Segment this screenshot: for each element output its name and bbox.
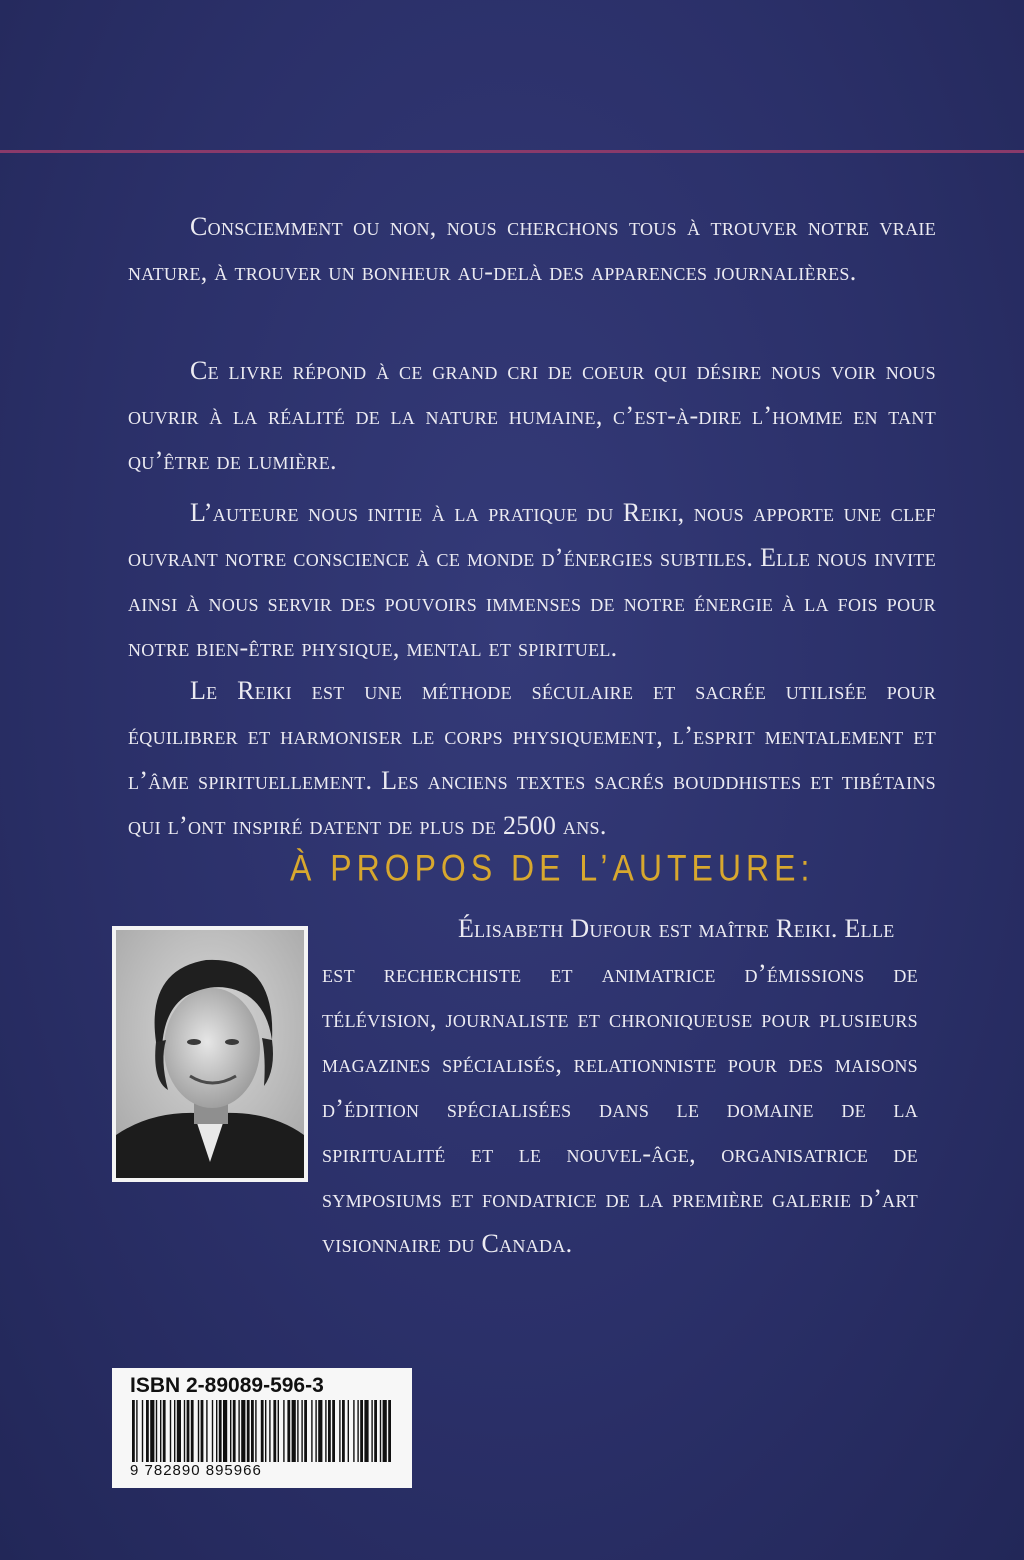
author-heading: À PROPOS DE L’AUTEURE: — [290, 847, 815, 889]
author-photo — [112, 926, 308, 1182]
isbn-barcode-box — [112, 1368, 412, 1488]
author-bio-rest: est recherchiste et animatrice d’émissions de télévision, journaliste et chroniqueuse pour plusieurs magazines spécialisés, relationniste pour des maisons d’édition spécialisées dans le domaine de la spiritualité et le nouvel-âge, organisatrice de symposiums et fondatrice de la première galerie d’art visionnaire du Canada. — [322, 959, 918, 1258]
author-portrait-image — [116, 930, 304, 1178]
blurb-paragraph-4: Le Reiki est une méthode séculaire et sacrée utilisée pour équilibrer et harmoniser le corps physiquement, l’esprit mentalement et l’âme spirituellement. Les anciens textes sacrés bouddhistes et tibétains qui l’ont inspiré datent de plus de 2500 ans. — [128, 676, 936, 840]
barcode-icon — [130, 1400, 394, 1462]
author-bio-first-line: Élisabeth Dufour est maître Reiki. Elle — [458, 914, 895, 943]
isbn-number: ISBN 2-89089-596-3 — [130, 1374, 324, 1397]
accent-rule — [0, 150, 1024, 153]
blurb-paragraph-2: Ce livre répond à ce grand cri de coeur qui désire nous voir nous ouvrir à la réalité de la nature humaine, c’est-à-dire l’homme en tant qu’être de lumière. — [128, 356, 936, 475]
blurb-paragraph-1: Consciemment ou non, nous cherchons tous à trouver notre vraie nature, à trouver un bonheur au-delà des apparences journalières. — [128, 212, 936, 286]
barcode-digits: 9 782890 895966 — [130, 1462, 262, 1479]
author-bio — [322, 906, 918, 1266]
blurb-paragraph-3: L’auteure nous initie à la pratique du Reiki, nous apporte une clef ouvrant notre conscience à ce monde d’énergies subtiles. Elle nous invite ainsi à nous servir des pouvoirs immenses de notre énergie à la fois pour notre bien-être physique, mental et spirituel. — [128, 498, 936, 662]
